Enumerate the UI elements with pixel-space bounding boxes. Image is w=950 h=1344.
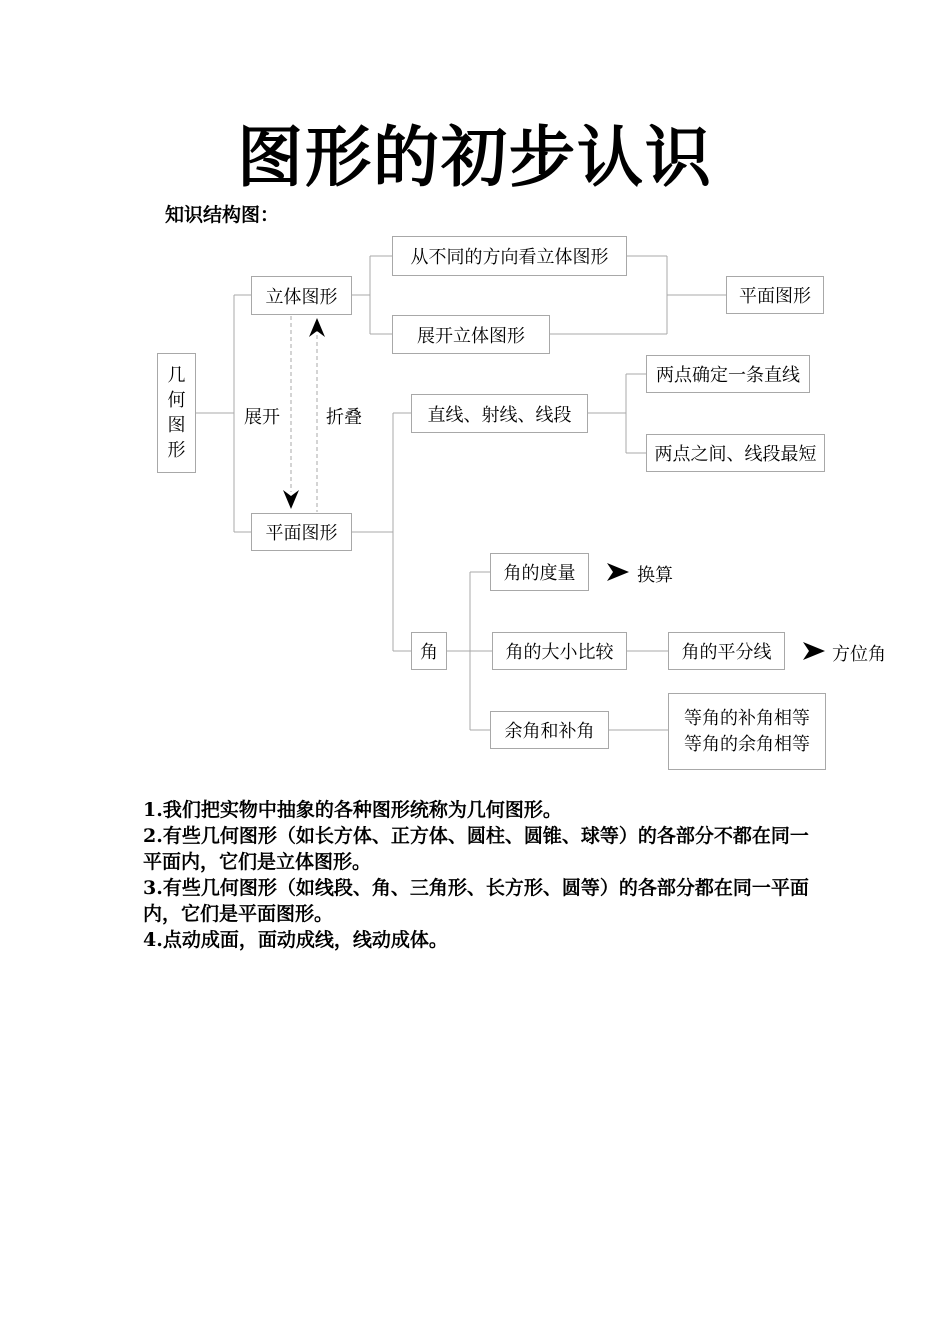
node-complementary-supplementary: 余角和补角: [490, 711, 609, 749]
root-node-geometric-figures: [157, 353, 196, 473]
root-char: 图: [167, 415, 186, 436]
node-unfold-solid: 展开立体图形: [392, 315, 550, 354]
note-item: 1.我们把实物中抽象的各种图形统称为几何图形。: [143, 799, 562, 821]
label-conversion: 换算: [637, 565, 673, 586]
notes-section: [143, 797, 823, 953]
diagram-subtitle: 知识结构图：: [165, 204, 280, 226]
node-view-from-directions: 从不同的方向看立体图形: [392, 236, 627, 276]
label-bearing: 方位角: [832, 644, 886, 665]
root-char: 何: [167, 390, 186, 411]
node-angle: 角: [411, 632, 447, 670]
node-plane-figure-right: 平面图形: [726, 276, 824, 314]
node-angle-measure: 角的度量: [490, 553, 589, 591]
note-item: 4.点动成面，面动成线，线动成体。: [143, 929, 448, 951]
note-item: 2.有些几何图形（如长方体、正方体、圆柱、圆锥、球等）的各部分不都在同一平面内，它们是立体图形。: [143, 825, 809, 873]
label-fold: 折叠: [326, 407, 362, 428]
fact-equal-complements: 等角的余角相等: [684, 733, 810, 755]
root-char: 几: [167, 365, 186, 386]
label-unfold: 展开: [244, 407, 280, 428]
node-shortest-segment: 两点之间、线段最短: [646, 434, 825, 472]
root-char: 形: [167, 440, 186, 461]
node-angle-compare: 角的大小比较: [492, 632, 627, 670]
node-two-points-line: 两点确定一条直线: [646, 355, 810, 393]
page-title: 图形的初步认识: [237, 119, 713, 196]
node-equal-angles-facts: [668, 693, 826, 770]
fact-equal-supplements: 等角的补角相等: [684, 707, 810, 729]
node-plane-figure: 平面图形: [251, 513, 352, 551]
node-angle-bisector: 角的平分线: [668, 632, 785, 670]
node-lines-rays-segments: 直线、射线、线段: [411, 394, 588, 433]
note-item: 3.有些几何图形（如线段、角、三角形、长方形、圆等）的各部分都在同一平面内，它们是平面图形。: [143, 877, 809, 925]
node-solid-figure: 立体图形: [251, 276, 352, 315]
